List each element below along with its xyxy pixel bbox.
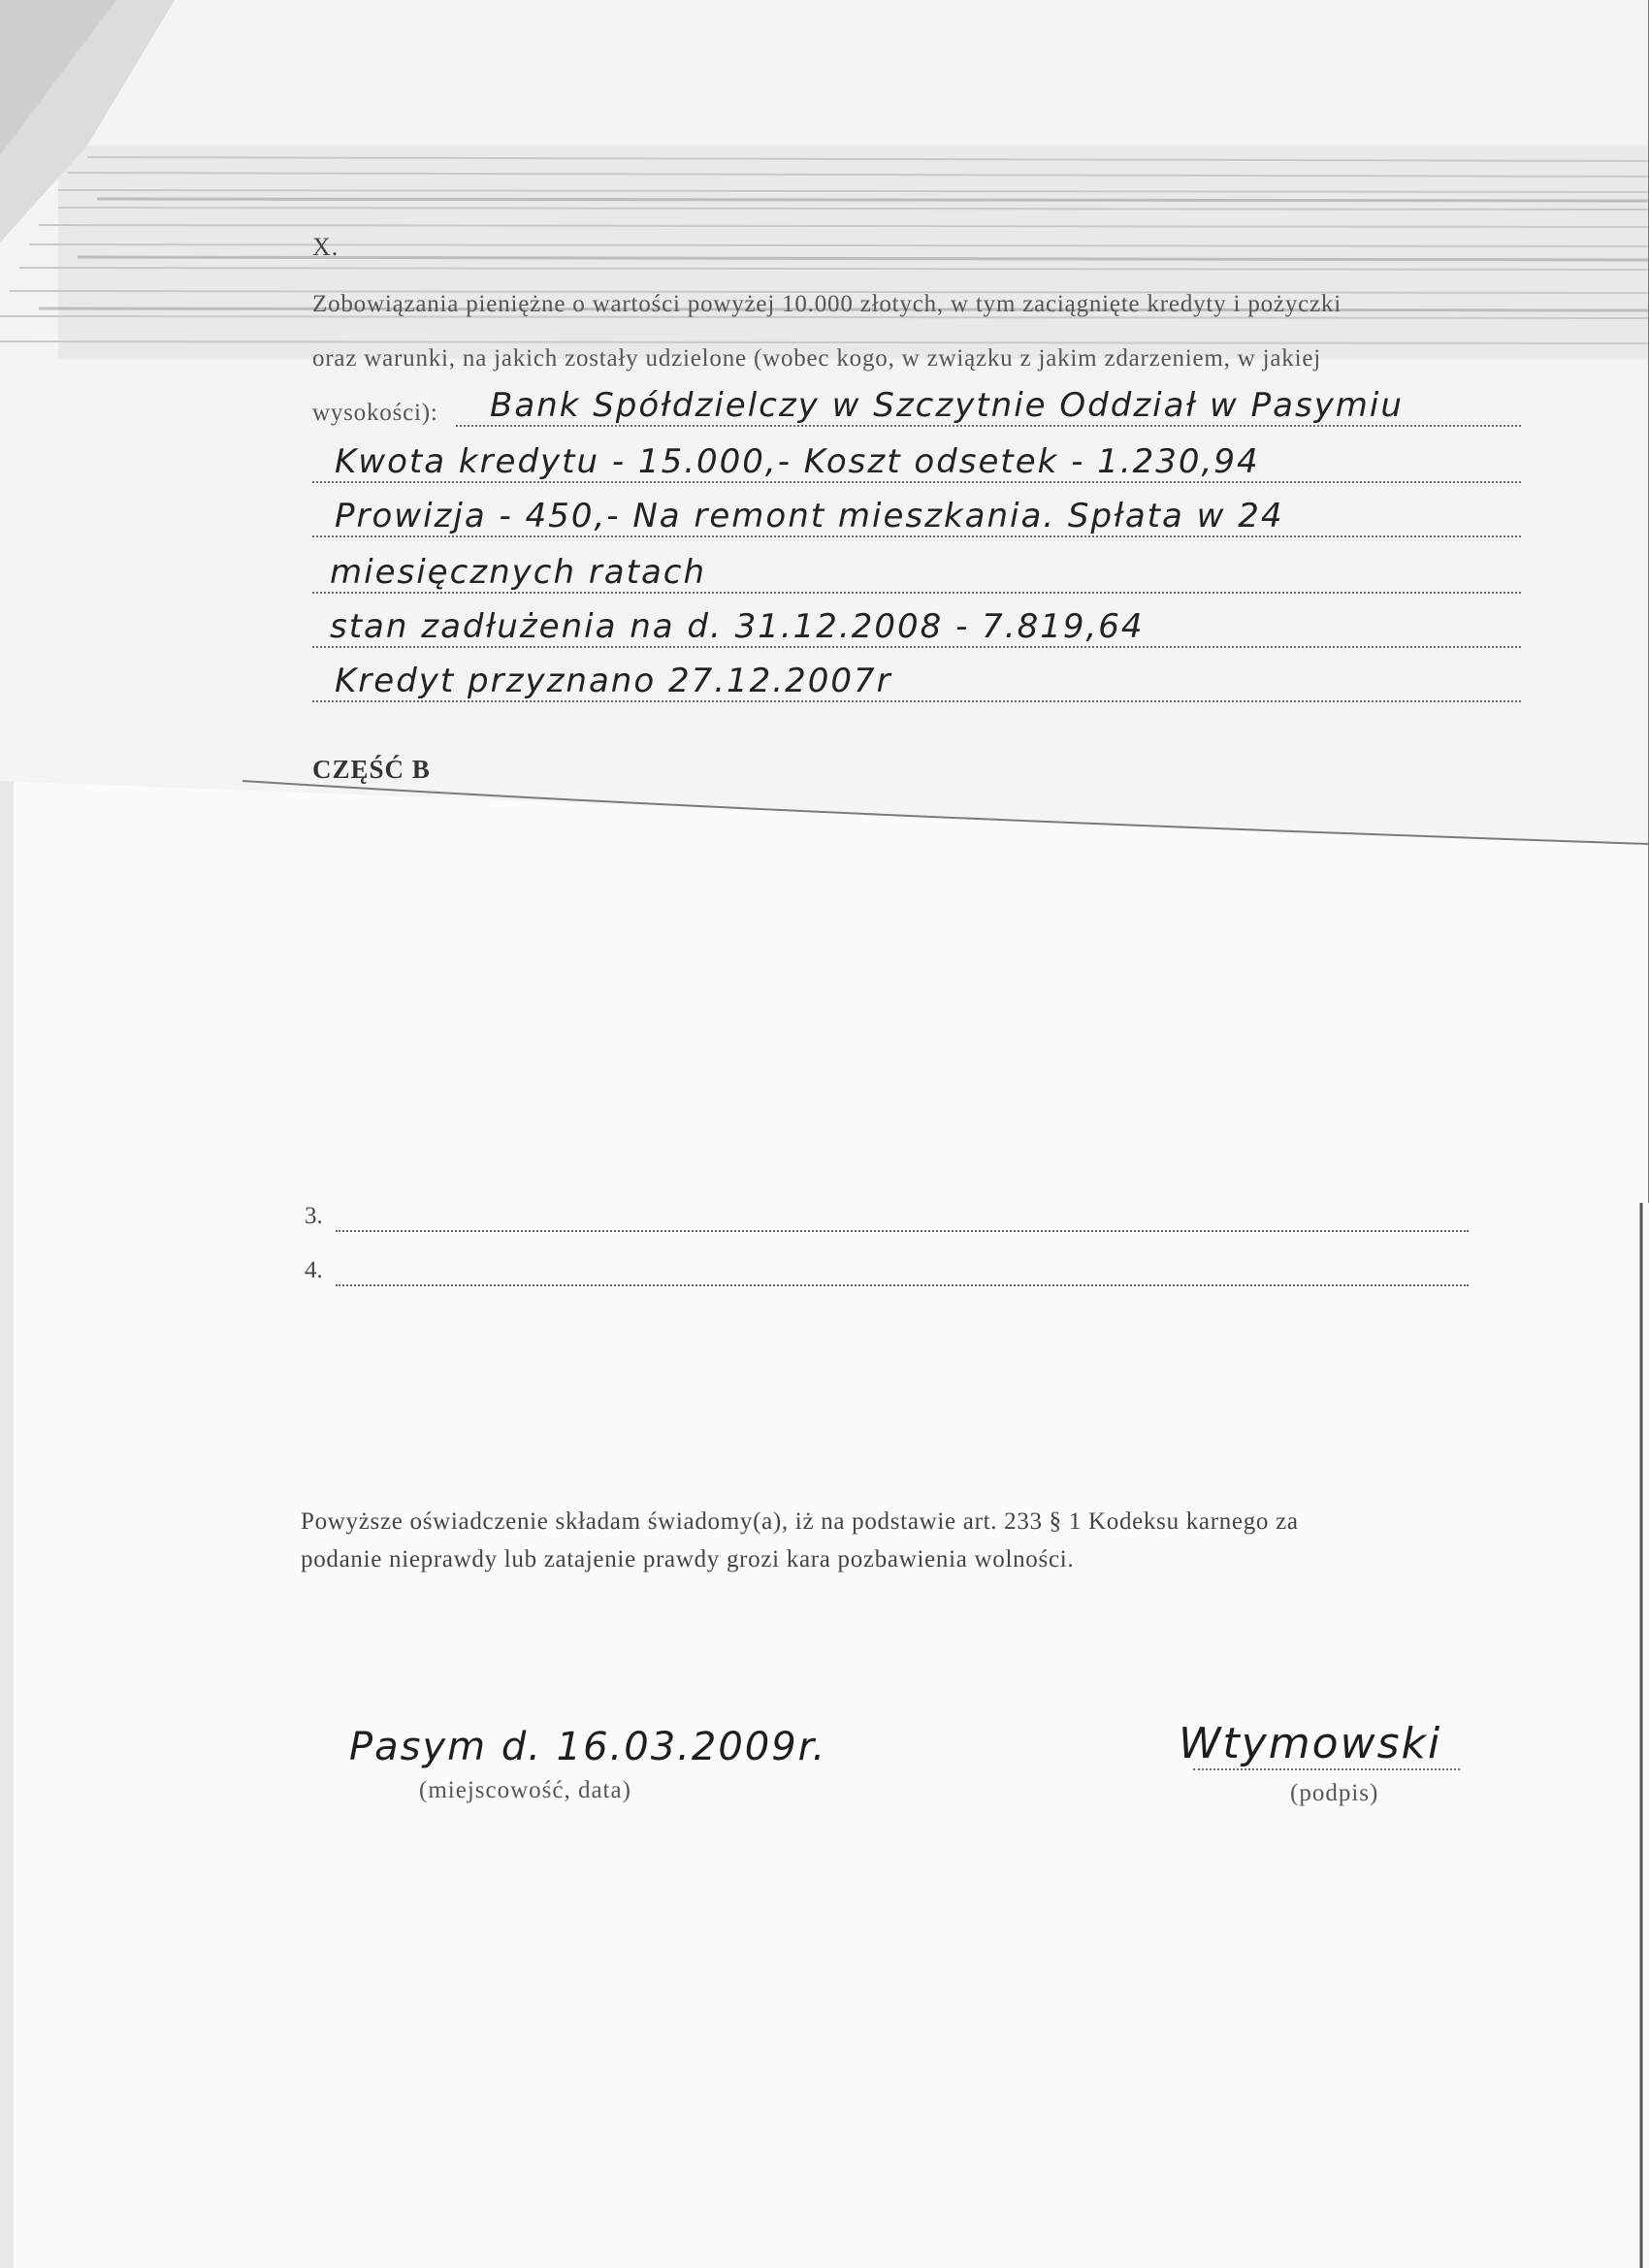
answer-line-1 bbox=[456, 425, 1521, 427]
answer-line-3 bbox=[312, 535, 1521, 537]
intro-line-3: wysokości): bbox=[312, 400, 438, 426]
answer-line-4 bbox=[312, 592, 1521, 594]
item-4-number: 4. bbox=[305, 1257, 323, 1283]
item-3-line bbox=[336, 1230, 1469, 1232]
intro-line-2: oraz warunki, na jakich zostały udzielone (wobec kogo, w związku z jakim zdarzeniem, w jakiej bbox=[312, 345, 1321, 372]
item-4-line bbox=[336, 1284, 1469, 1286]
handwritten-line-1: Bank Spółdzielczy w Szczytnie Oddział w Pasymiu bbox=[490, 386, 1404, 425]
handwritten-line-5: stan zadłużenia na d. 31.12.2008 - 7.819,64 bbox=[330, 607, 1145, 646]
item-3-number: 3. bbox=[305, 1203, 323, 1229]
answer-line-6 bbox=[312, 700, 1521, 702]
statement-line-1: Powyższe oświadczenie składam świadomy(a), iż na podstawie art. 233 § 1 Kodeksu karnego za bbox=[301, 1508, 1299, 1535]
signature-handwritten: Wtymowski bbox=[1179, 1719, 1442, 1768]
intro-line-1: Zobowiązania pieniężne o wartości powyżej 10.000 złotych, w tym zaciągnięte kredyty i pożyczki bbox=[312, 291, 1342, 317]
signature-line bbox=[1193, 1768, 1460, 1770]
handwritten-line-3: Prowizja - 450,- Na remont mieszkania. Spłata w 24 bbox=[335, 497, 1284, 535]
answer-line-5 bbox=[312, 646, 1521, 648]
place-date-handwritten: Pasym d. 16.03.2009r. bbox=[349, 1725, 827, 1769]
section-number: X. bbox=[312, 233, 340, 261]
part-b-title: CZĘŚĆ B bbox=[312, 755, 431, 784]
handwritten-line-4: miesięcznych ratach bbox=[330, 553, 707, 592]
handwritten-line-2: Kwota kredytu - 15.000,- Koszt odsetek - 1.230,94 bbox=[335, 442, 1260, 481]
signature-caption: (podpis) bbox=[1290, 1780, 1379, 1806]
place-date-caption: (miejscowość, data) bbox=[419, 1777, 631, 1803]
answer-line-2 bbox=[312, 481, 1521, 483]
statement-line-2: podanie nieprawdy lub zatajenie prawdy grozi kara pozbawienia wolności. bbox=[301, 1546, 1075, 1572]
handwritten-line-6: Kredyt przyznano 27.12.2007r bbox=[335, 662, 892, 700]
